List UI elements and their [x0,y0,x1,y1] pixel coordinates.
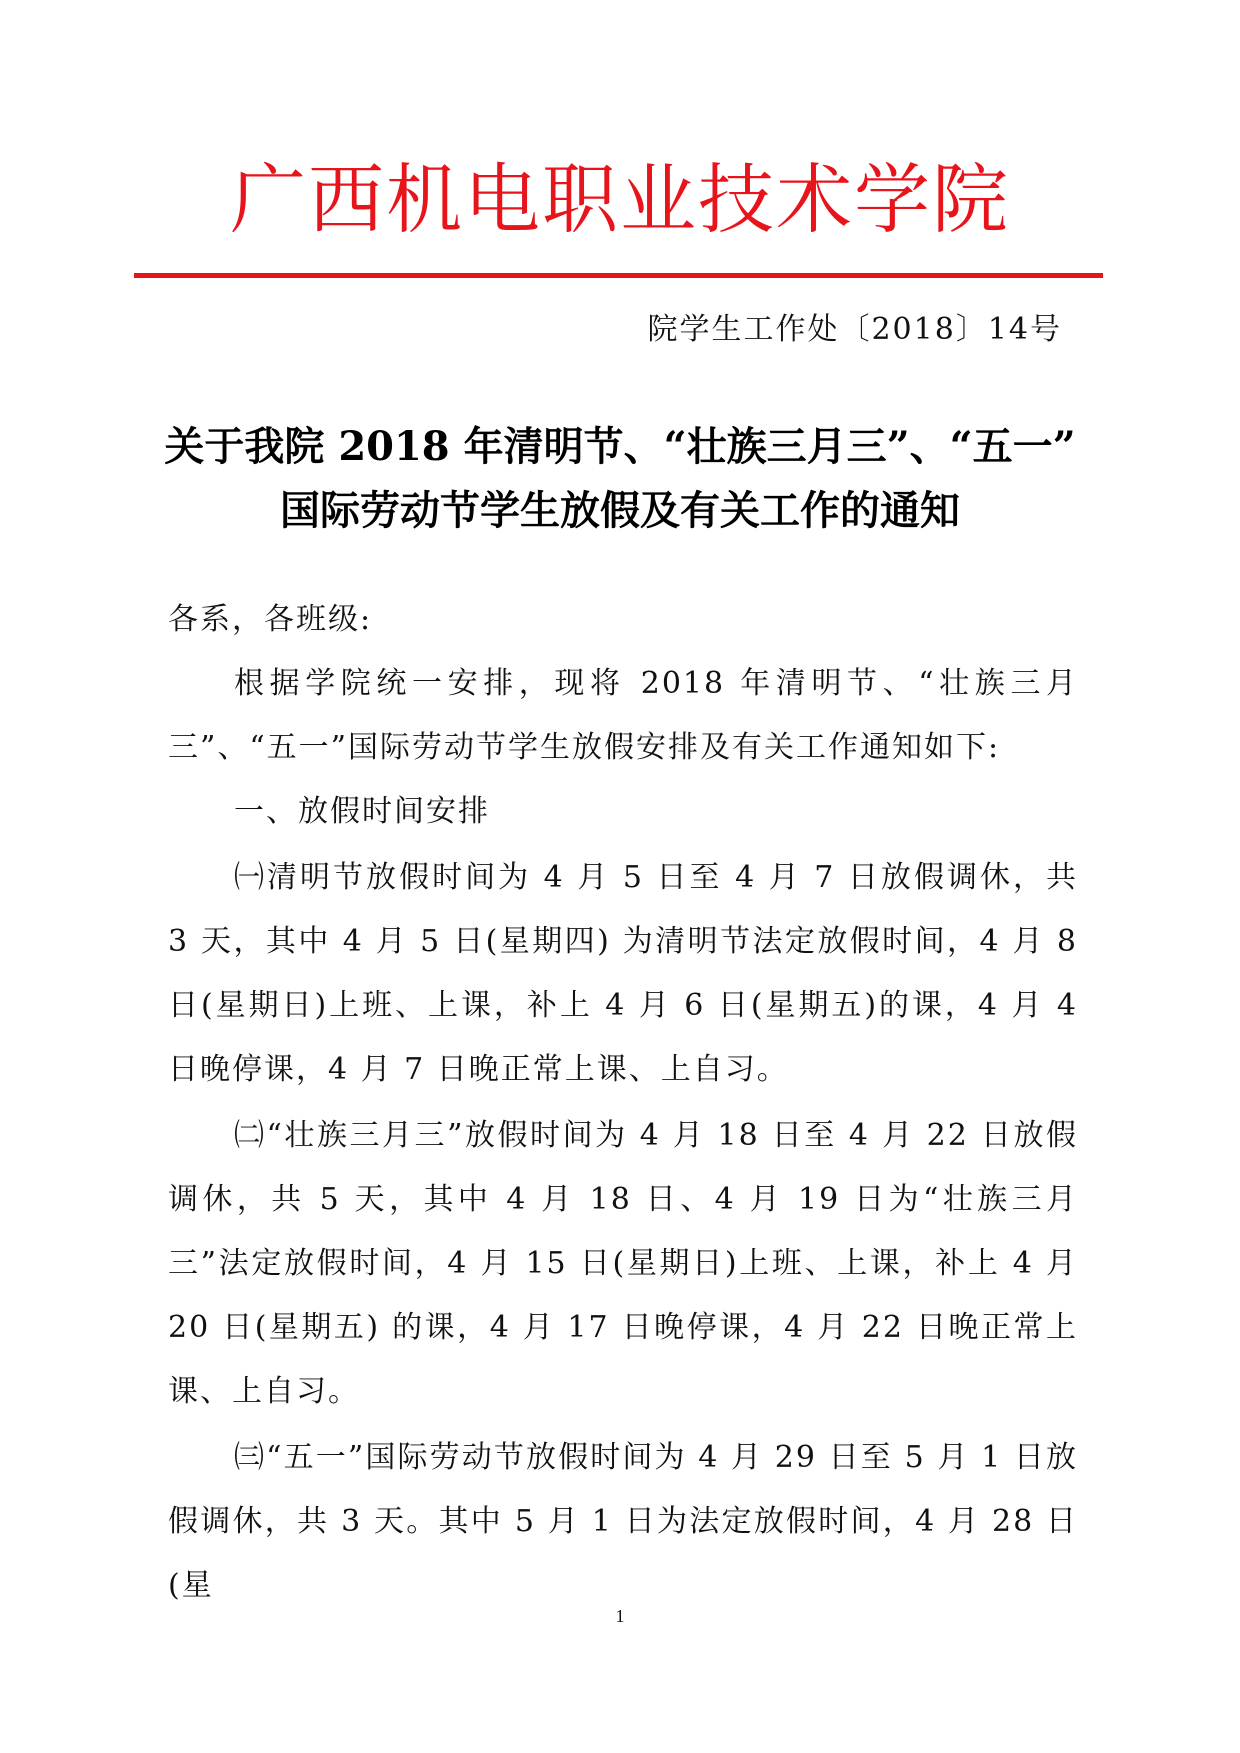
list-item-qingming: ㈠清明节放假时间为 4 月 5 日至 4 月 7 日放假调休，共 3 天，其中 4 月 5 日(星期四) 为清明节法定放假时间，4 月 8 日(星期日)上班、上课，补上 4 月 6 日(星期五)的课，4 月 4 日晚停课，4 月 7 日晚正常上课、上自习。 [168,860,1078,1087]
organization-name: 广西机电职业技术学院 [230,155,1010,244]
red-divider-line [134,273,1103,278]
document-title-line-2: 国际劳动节学生放假及有关工作的通知 [280,487,960,534]
page-number: 1 [615,1606,625,1626]
document-title-line-1: 关于我院 2018 年清明节、“壮族三月三”、“五一” [164,423,1076,470]
document-title [130,415,1110,543]
intro-paragraph: 根据学院统一安排，现将 2018 年清明节、“壮族三月三”、“五一”国际劳动节学生放假安排及有关工作通知如下: [168,666,1078,765]
document-number: 院学生工作处〔2018〕14号 [647,312,1062,347]
list-item-sanyuesan: ㈡“壮族三月三”放假时间为 4 月 18 日至 4 月 22 日放假调休，共 5 天，其中 4 月 18 日、4 月 19 日为“壮族三月三”法定放假时间，4 月 15 日(星期日)上班、上课，补上 4 月 20 日(星期五) 的课，4 月 17 日晚停课，4 月 22 日晚正常上课、上自习。 [168,1118,1078,1409]
document-body [168,588,1078,1618]
list-item-labor-day: ㈢“五一”国际劳动节放假时间为 4 月 29 日至 5 月 1 日放假调休，共 3 天。其中 5 月 1 日为法定放假时间，4 月 28 日(星 [168,1440,1078,1603]
salutation: 各系，各班级: [168,602,373,637]
section-heading: 一、放假时间安排 [234,794,490,829]
